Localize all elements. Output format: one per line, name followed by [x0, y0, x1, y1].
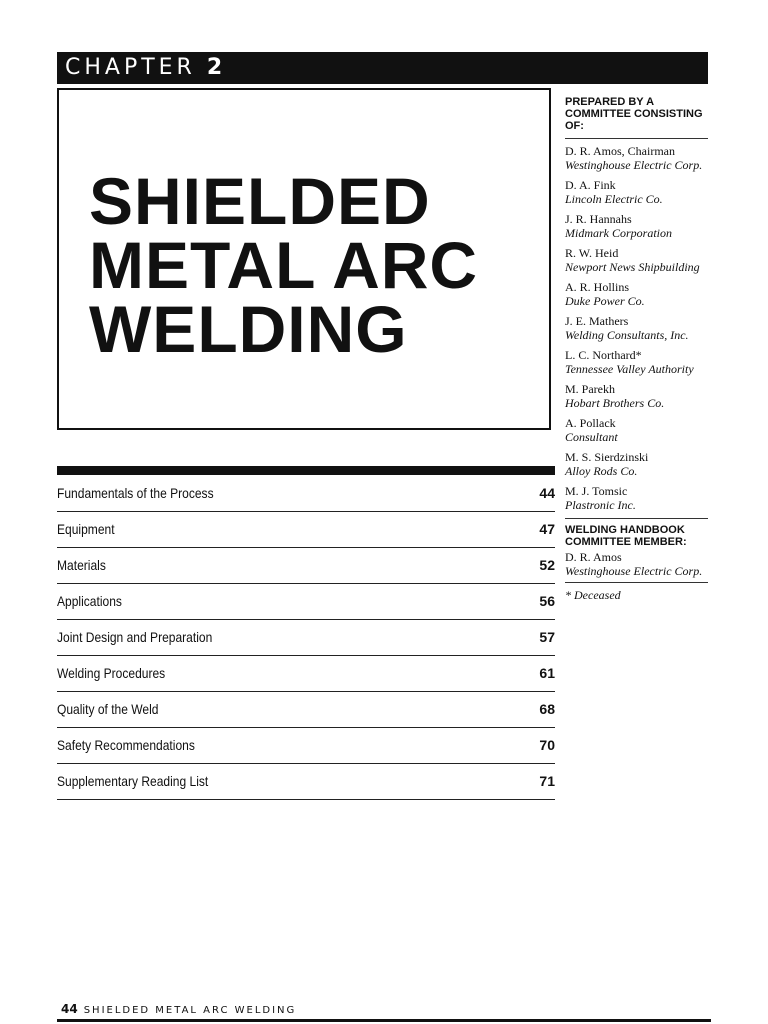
committee-member: [565, 280, 715, 308]
chapter-word: CHAPTER: [65, 55, 196, 80]
committee-member: [565, 246, 715, 274]
deceased-rule: [565, 582, 708, 583]
footer-running-title: SHIELDED METAL ARC WELDING: [83, 1005, 297, 1016]
chapter-title-line-2: METAL ARC: [89, 228, 479, 302]
toc-entry-page: 44: [539, 485, 555, 501]
committee-heading: PREPARED BY A COMMITTEE CONSISTING OF:: [565, 96, 703, 132]
member-affiliation: Alloy Rods Co.: [565, 464, 638, 478]
chapter-title-box: [57, 88, 551, 430]
chapter-title-line-1: SHIELDED: [89, 164, 431, 238]
member-name: A. R. Hollins: [565, 280, 630, 294]
toc-entry-page: 68: [539, 701, 555, 717]
toc-entry-title: Welding Procedures: [57, 665, 166, 681]
committee-sidebar: [565, 96, 715, 602]
toc-entry[interactable]: [57, 548, 555, 584]
toc-entry-title: Equipment: [57, 521, 115, 537]
chapter-title-line-3: WELDING: [89, 292, 408, 366]
member-name: J. E. Mathers: [565, 314, 629, 328]
member-affiliation: Welding Consultants, Inc.: [565, 328, 689, 342]
deceased-note: * Deceased: [565, 588, 621, 602]
chapter-number: 2: [206, 55, 223, 80]
toc-entry-title: Materials: [57, 557, 106, 573]
member-affiliation: Consultant: [565, 430, 618, 444]
member-name: M. Parekh: [565, 382, 615, 396]
toc-entry-title: Safety Recommendations: [57, 737, 195, 753]
member-affiliation: Westinghouse Electric Corp.: [565, 158, 703, 172]
handbook-member: [565, 550, 715, 578]
member-affiliation: Midmark Corporation: [565, 226, 673, 240]
toc-entry[interactable]: [57, 512, 555, 548]
member-affiliation: Plastronic Inc.: [565, 498, 636, 512]
member-affiliation: Tennessee Valley Authority: [565, 362, 694, 376]
member-name: J. R. Hannahs: [565, 212, 632, 226]
toc-entry-page: 61: [539, 665, 555, 681]
member-affiliation: Newport News Shipbuilding: [565, 260, 700, 274]
contents-top-rule: [57, 466, 555, 475]
toc-entry[interactable]: [57, 656, 555, 692]
committee-member: [565, 484, 715, 512]
committee-heading-rule: [565, 138, 708, 139]
member-affiliation: Hobart Brothers Co.: [565, 396, 665, 410]
committee-member: [565, 416, 715, 444]
toc-entry-page: 71: [539, 773, 555, 789]
page-footer: [61, 1002, 296, 1016]
member-name: M. J. Tomsic: [565, 484, 628, 498]
chapter-banner: [57, 52, 708, 84]
toc-entry[interactable]: [57, 764, 555, 800]
committee-member: [565, 144, 715, 172]
member-affiliation: Lincoln Electric Co.: [565, 192, 663, 206]
toc-entry-page: 47: [539, 521, 555, 537]
committee-member: [565, 212, 715, 240]
committee-member: [565, 314, 715, 342]
footer-rule: [57, 1019, 711, 1022]
member-name: D. R. Amos: [565, 550, 622, 564]
toc-entry-title: Fundamentals of the Process: [57, 485, 214, 501]
member-name: L. C. Northard*: [565, 348, 642, 362]
member-affiliation: Westinghouse Electric Corp.: [565, 564, 703, 578]
toc-entry[interactable]: [57, 584, 555, 620]
toc-entry-page: 70: [539, 737, 555, 753]
toc-entry-page: 56: [539, 593, 555, 609]
committee-member: [565, 178, 715, 206]
toc-entry[interactable]: [57, 620, 555, 656]
committee-member: [565, 450, 715, 478]
committee-member: [565, 382, 715, 410]
member-name: R. W. Heid: [565, 246, 619, 260]
table-of-contents: [57, 476, 555, 800]
toc-entry-title: Supplementary Reading List: [57, 773, 209, 789]
handbook-rule: [565, 518, 708, 519]
toc-entry[interactable]: [57, 728, 555, 764]
toc-entry[interactable]: [57, 692, 555, 728]
toc-entry[interactable]: [57, 476, 555, 512]
member-affiliation: Duke Power Co.: [565, 294, 645, 308]
toc-entry-page: 52: [539, 557, 555, 573]
toc-entry-page: 57: [539, 629, 555, 645]
handbook-heading: WELDING HANDBOOK COMMITTEE MEMBER:: [565, 524, 687, 548]
chapter-label: [65, 55, 222, 81]
toc-entry-title: Applications: [57, 593, 122, 609]
committee-member: [565, 348, 715, 376]
member-name: D. R. Amos, Chairman: [565, 144, 675, 158]
member-name: M. S. Sierdzinski: [565, 450, 649, 464]
member-name: D. A. Fink: [565, 178, 616, 192]
toc-entry-title: Joint Design and Preparation: [57, 629, 213, 645]
toc-entry-title: Quality of the Weld: [57, 701, 159, 717]
footer-page-number: 44: [61, 1002, 78, 1016]
member-name: A. Pollack: [565, 416, 616, 430]
